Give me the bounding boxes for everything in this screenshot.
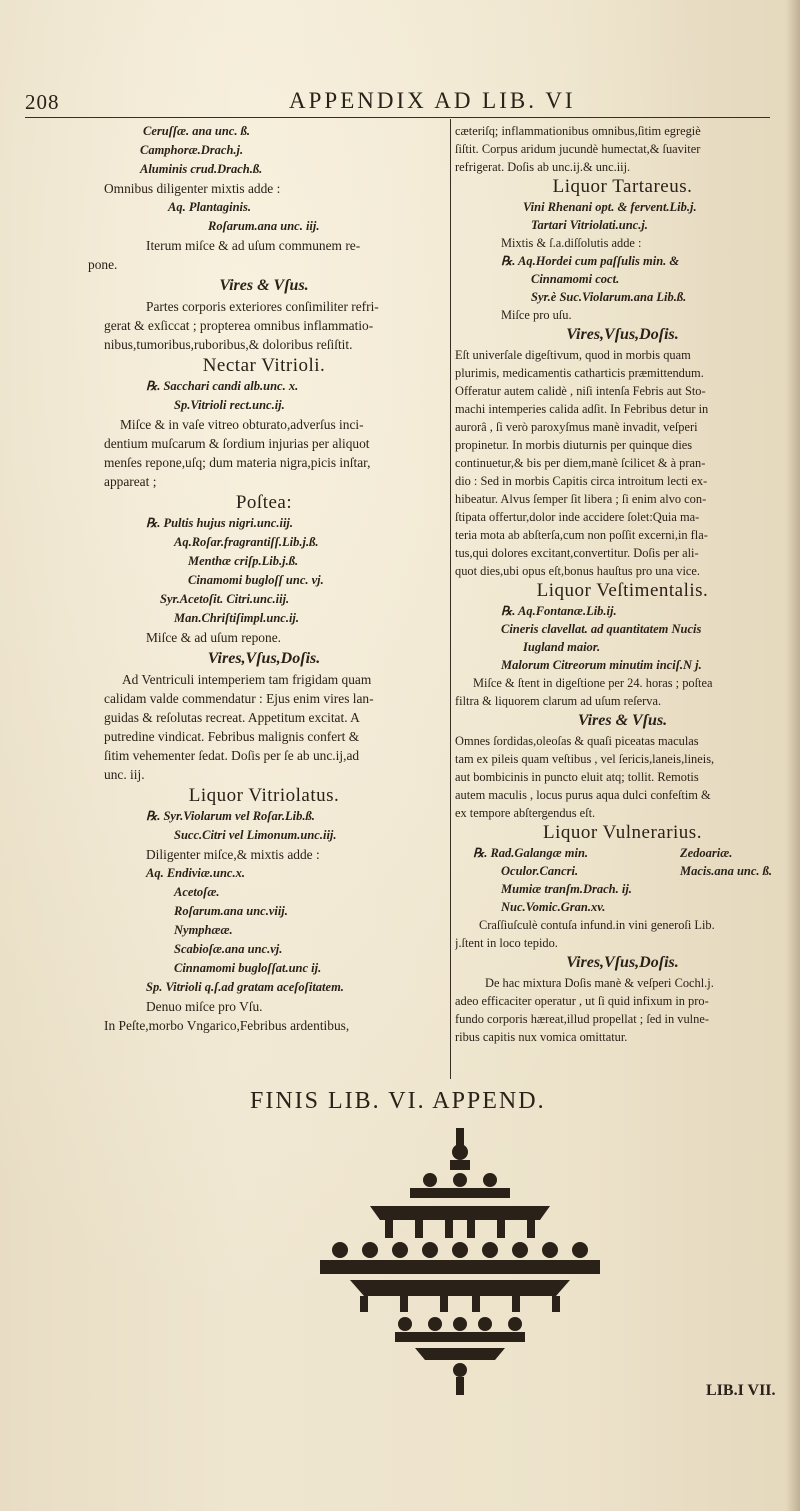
section-heading: Liquor Tartareus. — [552, 176, 693, 197]
ingredient-line: ℞. Syr.Violarum vel Roſar.Lib.ß. — [146, 809, 315, 823]
ingredient-line: Cinamomi bugloſſ unc. vj. — [188, 573, 324, 587]
text-line: Ad Ventriculi intemperiem tam frigidam quam — [122, 672, 372, 687]
text-line: Craſſiuſculè contuſa infund.in vini generoſi Lib. — [479, 918, 715, 932]
text-line: ribus capitis nux vomica omittatur. — [455, 1030, 628, 1044]
section-heading: Liquor Vulnerarius. — [543, 822, 702, 843]
text-line: j.ſtent in loco tepido. — [455, 936, 558, 950]
ingredient-right: Macis.ana unc. ß. — [680, 864, 773, 878]
text-line: hibeatur. Alvus ſemper ſit libera ; ſi enim alvo con- — [455, 492, 707, 506]
text-line: ſitim vehementer ſedat. Doſis per ſe ab unc.ij,ad — [104, 748, 360, 763]
ingredient-line: Cinnamomi bugloſſat.unc ij. — [174, 961, 322, 975]
text-line: filtra & liquorem clarum ad uſum reſerva. — [455, 694, 662, 708]
left-column — [88, 122, 440, 1035]
ingredient-line: Aluminis crud.Drach.ß. — [140, 162, 263, 176]
header-rule — [25, 117, 770, 118]
page-number: 208 — [25, 90, 60, 114]
text-line: nibus,tumoribus,ruboribus,& doloribus reſiſtit. — [104, 337, 353, 352]
text-line: Miſce & in vaſe vitreo obturato,adverſus inci- — [120, 417, 364, 432]
running-title: APPENDIX AD LIB. VI — [289, 88, 576, 113]
ingredient-line: Camphoræ.Drach.j. — [140, 143, 244, 157]
column-divider — [450, 119, 451, 1079]
ingredient-line: Mumiæ tranſm.Drach. ij. — [501, 882, 632, 896]
text-line: autem maculis , locus purus aqua dulci confeſtim & — [455, 788, 711, 802]
text-line: Miſce & ſtent in digeſtione per 24. horas ; poſtea — [473, 676, 713, 690]
ingredient-line: ℞. Aq.Hordei cum paſſulis min. & — [501, 254, 680, 268]
text-line: dentium muſcarum & ſordium injurias per aliquot — [104, 436, 370, 451]
text-line: In Peſte,morbo Vngarico,Febribus ardentibus, — [104, 1018, 350, 1033]
section-subheading: Vires,Vſus,Doſis. — [566, 326, 679, 343]
section-heading: Liquor Veſtimentalis. — [536, 580, 709, 601]
ingredient-line: Sp.Vitrioli rect.unc.ij. — [174, 398, 285, 412]
ingredient-line: Malorum Citreorum minutim inciſ.N j. — [501, 658, 702, 672]
text-line: Eſt univerſale digeſtivum, quod in morbis quam — [455, 348, 691, 362]
ingredient-line: Menthæ criſp.Lib.j.ß. — [188, 554, 299, 568]
text-line: menſes repone,uſq; dum materia nigra,picis inſtar, — [104, 455, 371, 470]
ingredient-line: Ceruſſæ. ana unc. ß. — [143, 124, 250, 138]
ingredient-line: Aq. Plantaginis. — [168, 200, 252, 214]
text-line: putredine vindicat. Febribus malignis confert & — [104, 729, 360, 744]
section-subheading: Vires,Vſus,Doſis. — [207, 650, 321, 667]
text-line: unc. iij. — [104, 767, 145, 782]
section-heading: Nectar Vitrioli. — [202, 355, 326, 376]
text-line: Miſce pro uſu. — [501, 308, 572, 322]
text-line: continuetur,& bis per diem,manè ſcilicet & à pran- — [455, 456, 706, 470]
text-line: Omnibus diligenter mixtis adde : — [104, 181, 281, 196]
text-line: machi intemperies calida adſit. In Febribus detur in — [455, 402, 709, 416]
ingredient-line: Nuc.Vomic.Gran.xv. — [501, 900, 606, 914]
section-subheading: Vires & Vſus. — [219, 277, 309, 294]
ingredient-line: Tartari Vitriolati.unc.j. — [531, 218, 648, 232]
text-line: Denuo miſce pro Vſu. — [146, 999, 263, 1014]
ingredient-line — [455, 844, 790, 862]
text-line: teria mota ab abſterſa,cum non poſſit excerni,in fla- — [455, 528, 708, 542]
ingredient-line: Vini Rhenani opt. & fervent.Lib.j. — [523, 200, 697, 214]
text-line: propinetur. In morbis diuturnis per quinque dies — [455, 438, 693, 452]
text-line: aut bombicinis in puncto eluit atq; tollit. Remotis — [455, 770, 699, 784]
ingredient-line: Roſarum.ana unc. iij. — [208, 219, 320, 233]
ingredient-line: Man.Chriſtiſimpl.unc.ij. — [174, 611, 300, 625]
text-line: calidam valde commendatur : Ejus enim vires lan- — [104, 691, 374, 706]
text-line: aurorâ , ſi verò paroxyſmus manè invadit, veſperi — [455, 420, 698, 434]
text-line: Mixtis & ſ.a.diſſolutis adde : — [501, 236, 642, 250]
ingredient-line: Cinnamomi coct. — [531, 272, 620, 286]
page-header — [25, 88, 765, 118]
section-subheading: Vires & Vſus. — [577, 712, 668, 729]
text-line: refrigerat. Doſis ab unc.ij.& unc.iij. — [455, 160, 631, 174]
ingredient-line: Acetoſæ. — [174, 885, 220, 899]
right-column — [455, 122, 790, 1046]
text-line: De hac mixtura Doſis manè & veſperi Cochl.j. — [485, 976, 714, 990]
ingredient-line: Roſarum.ana unc.viij. — [174, 904, 288, 918]
text-line: tus,qui dolores excitant,convertitur. Doſis per ali- — [455, 546, 699, 560]
text-line: Omnes ſordidas,oleoſas & quaſi piceatas maculas — [455, 734, 699, 748]
text-line: cæteriſq; inflammationibus omnibus,ſitim egregiè — [455, 124, 701, 138]
ingredient-line: Sp. Vitrioli q.ſ.ad gratam aceſoſitatem. — [146, 980, 344, 994]
text-line: Diligenter miſce,& mixtis adde : — [146, 847, 320, 862]
text-line: Offeratur autem calidè , niſi intenſa Febris aut Sto- — [455, 384, 706, 398]
ingredient-line: ℞. Sacchari candi alb.unc. x. — [146, 379, 299, 393]
finis-line: FINIS LIB. VI. APPEND. — [250, 1088, 546, 1114]
text-line: adeo efficaciter operatur , ut ſi quid infixum in pro- — [455, 994, 709, 1008]
ingredient-left: Oculor.Cancri. — [501, 864, 579, 878]
text-line: fundo corporis hæreat,illud propellat ; ſed in vulne- — [455, 1012, 709, 1026]
text-line: gerat & exſiccat ; propterea omnibus inflammatio- — [104, 318, 374, 333]
ingredient-line: Syr.Acetoſit. Citri.unc.iij. — [160, 592, 290, 606]
text-line: ſtipata offertur,dolor inde accidere ſolet:Quia ma- — [455, 510, 700, 524]
text-line: ſiſtit. Corpus aridum jucundè humectat,& ſuaviter — [455, 142, 701, 156]
section-heading: Poſtea: — [235, 492, 293, 513]
text-line: pone. — [88, 257, 118, 272]
text-line: Partes corporis exteriores conſimiliter refri- — [146, 299, 379, 314]
ingredient-right: Zedoariæ. — [680, 846, 733, 860]
text-line: tam ex pileis quam veſtibus , vel ſericis,laneis,lineis, — [455, 752, 715, 766]
ingredient-line — [455, 862, 790, 880]
section-heading: Liquor Vitriolatus. — [188, 785, 340, 806]
ingredient-line: Cineris clavellat. ad quantitatem Nucis — [501, 622, 702, 636]
text-line: dio : Sed in morbis Capitis circa introitum lecti ex- — [455, 474, 708, 488]
ingredient-line: Aq. Endiviæ.unc.x. — [146, 866, 245, 880]
text-line: ex tempore abſtergendus eſt. — [455, 806, 596, 820]
text-line: appareat ; — [104, 474, 157, 489]
ingredient-left: ℞. Rad.Galangæ min. — [473, 846, 589, 860]
text-line: guidas & reſolutas recreat. Appetitum excitat. A — [104, 710, 360, 725]
ornament-icon — [310, 1128, 610, 1398]
ingredient-line: Iugland maior. — [523, 640, 601, 654]
ingredient-line: Syr.è Suc.Violarum.ana Lib.ß. — [531, 290, 687, 304]
ingredient-line: ℞. Aq.Fontanæ.Lib.ij. — [501, 604, 617, 618]
section-subheading: Vires,Vſus,Doſis. — [566, 954, 679, 971]
text-line: quot dies,ubi opus eſt,bonus hauſtus pro una vice. — [455, 564, 701, 578]
text-line: Miſce & ad uſum repone. — [146, 630, 281, 645]
text-line: Iterum miſce & ad uſum communem re- — [146, 238, 361, 253]
text-line: plurimis, medicamentis catharticis præmittendum. — [455, 366, 704, 380]
ingredient-line: Succ.Citri vel Limonum.unc.iij. — [174, 828, 337, 842]
ingredient-line: Scabioſæ.ana unc.vj. — [174, 942, 283, 956]
catchword: LIB.I VII. — [706, 1382, 776, 1399]
ingredient-line: ℞. Pultis hujus nigri.unc.iij. — [146, 516, 294, 530]
ingredient-line: Nymphææ. — [174, 923, 233, 937]
ingredient-line: Aq.Roſar.fragrantiſſ.Lib.j.ß. — [174, 535, 319, 549]
